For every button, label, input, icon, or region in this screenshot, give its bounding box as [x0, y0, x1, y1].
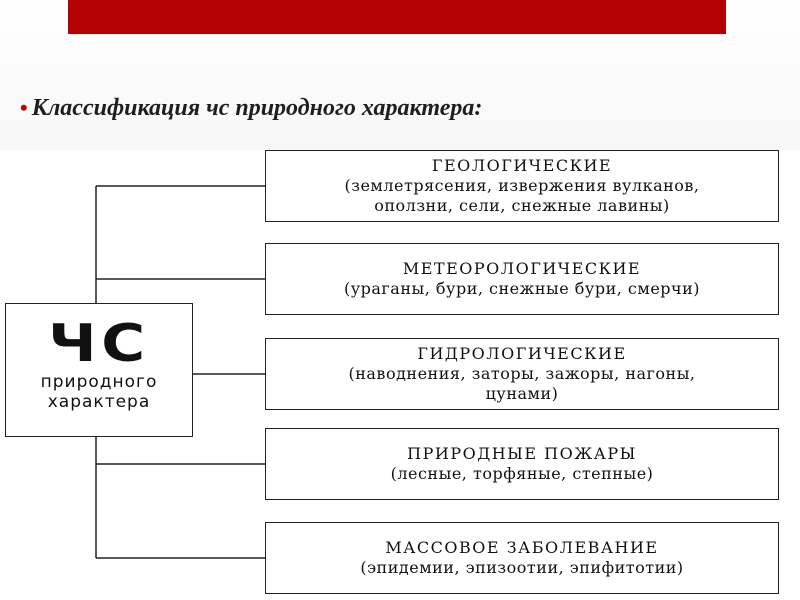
- root-subtitle-line1: природного: [40, 372, 158, 392]
- category-desc-line2: цунами): [485, 384, 559, 403]
- category-desc-line1: (наводнения, заторы, зажоры, нагоны,: [348, 364, 696, 383]
- root-subtitle-line2: характера: [47, 392, 151, 412]
- category-desc-line1: (ураганы, бури, снежные бури, смерчи): [343, 279, 701, 298]
- category-geological: [265, 150, 779, 222]
- category-desc-line1: (землетрясения, извержения вулканов,: [344, 176, 700, 195]
- category-title: МАССОВОЕ ЗАБОЛЕВАНИЕ: [385, 538, 659, 557]
- category-desc-line1: (лесные, торфяные, степные): [390, 464, 654, 483]
- root-node: [5, 303, 193, 437]
- category-desc-line2: оползни, сели, снежные лавины): [374, 196, 670, 215]
- category-mass-disease: [265, 522, 779, 594]
- category-title: МЕТЕОРОЛОГИЧЕСКИЕ: [402, 259, 642, 278]
- bullet-icon: •: [20, 95, 28, 120]
- category-hydrological: [265, 338, 779, 410]
- category-title: ПРИРОДНЫЕ ПОЖАРЫ: [407, 444, 637, 463]
- heading-text: Классификация чс природного характера:: [31, 94, 483, 121]
- category-wildfires: [265, 428, 779, 500]
- category-title: ГЕОЛОГИЧЕСКИЕ: [431, 156, 613, 175]
- root-title: ЧС: [48, 314, 150, 374]
- category-desc-line1: (эпидемии, эпизоотии, эпифитотии): [360, 558, 684, 577]
- category-title: ГИДРОЛОГИЧЕСКИЕ: [417, 344, 627, 363]
- category-meteorological: [265, 243, 779, 315]
